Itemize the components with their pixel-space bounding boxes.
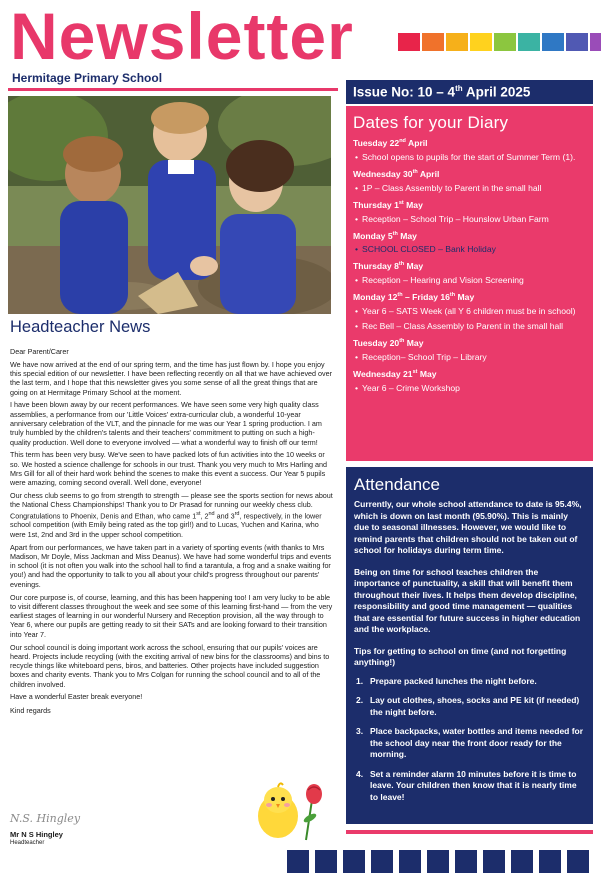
- color-swatch: [422, 33, 444, 51]
- diary-entry: [353, 290, 586, 332]
- diary-entry: [353, 167, 586, 194]
- footer-blocks: [287, 850, 589, 873]
- diary-entry: [353, 229, 586, 256]
- tip-item: 2. Lay out clothes, shoes, socks and PE kit (if needed) the night before.: [356, 695, 580, 717]
- headteacher-role: Headteacher: [10, 840, 45, 846]
- letter-paragraph: Our school council is doing important work across the school, ensuring that our pupils' voices are heard. Projects include recycling (with the exciting arrival of new bins for the classrooms) and bins to recycle things like whiteboard pens, biros, and batteries. Other projects have included suggestion boxes and charity events. Thank you to Mrs Colgan for running the school council and to all of the children involved.: [10, 642, 330, 689]
- punctuality-paragraph: Being on time for school teaches children the importance of punctuality, a skill that will benefit them throughout their lives. It helps them develop discipline, responsibility and good time management — qualities that are essential for future success in higher education and the workplace.: [354, 566, 581, 634]
- diary-entry: [353, 367, 586, 394]
- letter-paragraph: Our chess club seems to go from strength to strength — please see the sports section for news about the National Chess Championships! Thank you to Dr Prasad for running our weekly chess club. Congratulations to Phoenix, Denis and Ethan, who came 1st, 2nd and 3rd, respectively, in the lower school competition (with Emily being rated as the top girl!) and to Lucas, Yuchen and Karina, who were 1st, 2nd and 3rd in the upper school competition.: [10, 491, 333, 539]
- letter-paragraph: We have now arrived at the end of our spring term, and the time has just flown by. I hope you enjoy this special edition of our newsletter. I have been reflecting recently on all that we have achieved over the last term, and I hope that this newsletter gives you some sense of all the great things that are going on at Hermitage Primary School at the moment.: [10, 359, 333, 397]
- diary-date: Wednesday 30th April: [353, 168, 440, 179]
- letter-salutation: Dear Parent/Carer: [10, 347, 69, 356]
- diary-entry: [353, 198, 586, 225]
- tip-item: 1. Prepare packed lunches the night before.: [356, 675, 537, 686]
- color-swatch: [566, 33, 588, 51]
- color-swatch: [542, 33, 564, 51]
- handwritten-signature: N.S. Hingley: [10, 812, 81, 825]
- diary-panel: [346, 106, 593, 461]
- diary-entry: [353, 336, 586, 363]
- color-swatch: [470, 33, 492, 51]
- diary-date: Wednesday 21st May: [353, 368, 437, 379]
- children-photo: [8, 96, 331, 314]
- issue-banner: Issue No: 10 – 4th April 2025: [346, 80, 593, 104]
- footer-divider: [346, 830, 593, 834]
- diary-event: • SCHOOL CLOSED – Bank Holiday: [355, 244, 496, 255]
- diary-event: • Rec Bell – Class Assembly to Parent in the small hall: [355, 321, 564, 332]
- diary-event: • 1P – Class Assembly to Parent in the small hall: [355, 182, 542, 193]
- school-name: Hermitage Primary School: [12, 71, 163, 85]
- diary-date: Thursday 8th May: [353, 261, 424, 272]
- diary-date: Tuesday 20th May: [353, 338, 424, 349]
- diary-event: • School opens to pupils for the start of Summer Term (1).: [355, 151, 576, 162]
- diary-date: Monday 5th May: [353, 230, 417, 241]
- color-swatches: [398, 33, 601, 51]
- header-divider: [8, 88, 338, 91]
- diary-date: Monday 12th – Friday 16th May: [353, 292, 475, 303]
- headteacher-name: Mr N S Hingley: [10, 830, 63, 839]
- headteacher-letter: [10, 347, 334, 719]
- newsletter-title: Newsletter: [10, 0, 354, 73]
- tip-item: 3. Place backpacks, water bottles and items needed for the school day near the front door ready for the morning.: [356, 726, 584, 759]
- attendance-panel: [346, 467, 593, 824]
- diary-event: • Reception – School Trip – Hounslow Urban Farm: [355, 213, 549, 224]
- headteacher-news-heading: Headteacher News: [10, 318, 151, 336]
- tips-heading: Tips for getting to school on time (and not forgetting anything!): [354, 645, 567, 667]
- attendance-paragraph: Currently, our whole school attendance to date is 95.4%, which is down on last month (95.90%). This is mainly due to seasonal illnesses. However, we would like to remind parents that children should not be taken out of school for holidays during term time.: [354, 499, 582, 555]
- diary-entry: [353, 136, 586, 163]
- color-swatch: [518, 33, 540, 51]
- diary-event: • Reception – Hearing and Vision Screening: [355, 275, 524, 286]
- letter-paragraph: Apart from our performances, we have taken part in a variety of sporting events (with thanks to Mrs Madison, Mr Doyle, Miss Jackman and Miss Deanus). We have had some wonderful trips and events in school (it is not often you walk into the school hall to find a tarantula, a frog and a snake waiting for you!) and had the opportunity to talk to you all about your child's progress throughout our parents' evenings.: [10, 542, 332, 589]
- diary-event: • Reception– School Trip – Library: [355, 352, 487, 363]
- color-swatch: [494, 33, 516, 51]
- diary-heading: Dates for your Diary: [353, 113, 509, 132]
- diary-event: • Year 6 – SATS Week (all Y 6 children must be in school): [355, 306, 576, 317]
- tips-list: [354, 676, 585, 804]
- letter-paragraph: Our core purpose is, of course, learning, and this has been happening too! I am very lucky to be able to visit different classes throughout the week and see some of this learning first-hand — from the very earliest stages of learning in our wonderful Nursery and Reception provision, all the way through to Year 6, where our pupils are getting ready to sit their SATs and are looking forward to their transition into Year 7.: [10, 592, 333, 639]
- attendance-heading: Attendance: [354, 475, 441, 494]
- color-swatch: [446, 33, 468, 51]
- tip-item: 4. Set a reminder alarm 10 minutes before it is time to leave. Your children then know that it is nearly time to leave!: [356, 768, 577, 802]
- letter-paragraph: I have been blown away by our recent performances. We have seen some very high quality class assemblies, a performance from our 'Little Voices' extra-curricular club, a wonderful 10-year anniversary celebration of the VLT, and the pinnacle for me was our Year 1 spring production. I am truly humbled by the children's talents and their teachers' commitment to putting on such a high-quality production. Well done to everyone involved — what a wonderful way to finish off our term!: [10, 400, 322, 447]
- letter-paragraph: This term has been very busy. We've seen to have packed lots of fun activities into the 10 weeks or so. We hosted a science challenge for schools in our trust. Thank you very much to Mrs Harling and Mrs Gill for all of their hard work behind the scenes to make this event a success. Our Year 5 pupils were amazing, coming second overall. Well done, everyone!: [10, 450, 327, 488]
- diary-list: [353, 136, 586, 394]
- easter-chick-illustration: [254, 778, 332, 842]
- letter-closing: Kind regards: [10, 705, 51, 715]
- diary-entry: [353, 259, 586, 286]
- letter-paragraph: Have a wonderful Easter break everyone!: [10, 692, 143, 702]
- diary-date: Thursday 1st May: [353, 199, 423, 210]
- diary-event: • Year 6 – Crime Workshop: [355, 382, 460, 393]
- diary-date: Tuesday 22nd April: [353, 137, 428, 148]
- color-swatch: [590, 33, 601, 51]
- color-swatch: [398, 33, 420, 51]
